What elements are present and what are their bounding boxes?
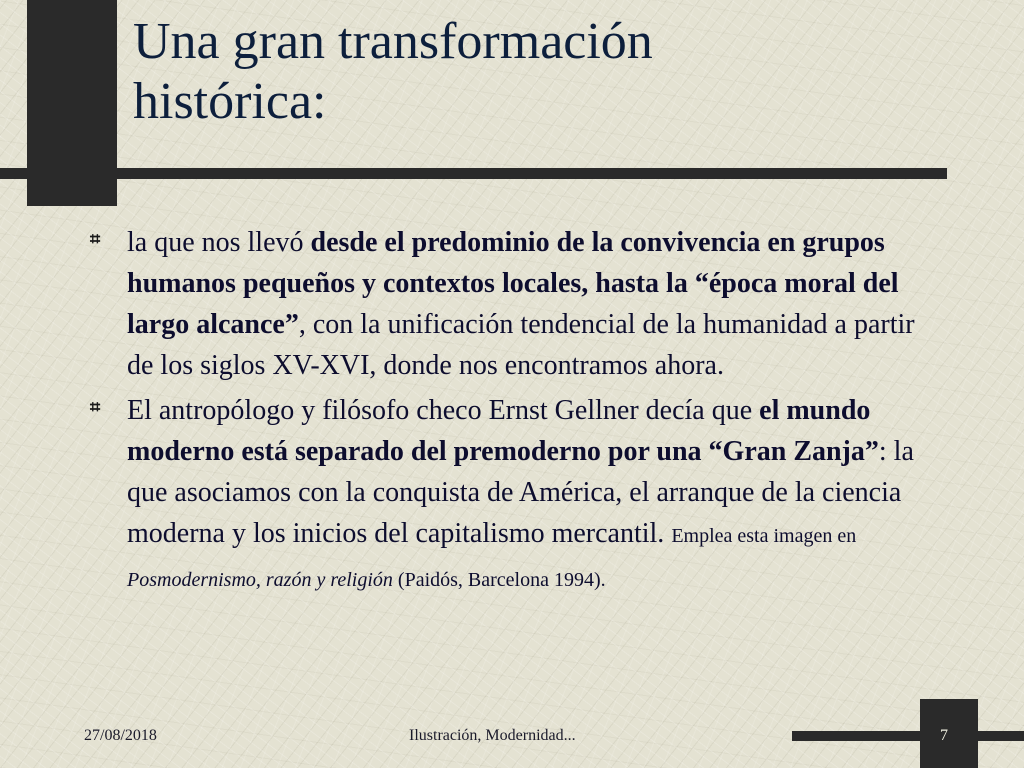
footer-rule [792,731,1024,741]
book-title: Posmodernismo, razón y religión [127,569,393,591]
bullet-item [84,222,944,386]
bullet-text: El antropólogo y filósofo checo Ernst Gellner decía que [127,395,760,426]
footer-title: Ilustración, Modernidad... [409,727,576,744]
footer-date: 27/08/2018 [84,727,157,744]
title-rule [0,168,947,179]
slide-body [84,222,944,605]
citation-text: (Paidós, Barcelona 1994). [392,569,606,591]
slide-title-line2: histórica: [133,73,327,130]
hash-bullet-icon: ⌗ [90,397,101,418]
slide-title-line1: Una gran transformación [133,13,653,70]
footer-accent-block [920,699,978,768]
page-number: 7 [940,727,948,744]
slide-title [133,12,993,132]
bullet-bold-text: el mundo moderno está separado del premoderno por una “Gran Zanja” [127,395,879,467]
citation-text: Emplea esta imagen en [671,525,857,547]
hash-bullet-icon: ⌗ [90,229,101,250]
bullet-item [84,390,944,601]
bullet-text: : la que asociamos con la conquista de América, el arranque de la ciencia moderna y los inicios del capitalismo mercantil. [127,436,914,549]
bullet-text: , con la unificación tendencial de la humanidad a partir de los siglos XV-XVI, donde nos encontramos ahora. [127,309,915,381]
bullet-bold-text: desde el predominio de la convivencia en grupos humanos pequeños y contextos locales, hasta la “época moral del largo alcance” [127,227,899,340]
bullet-text: la que nos llevó [127,227,311,258]
